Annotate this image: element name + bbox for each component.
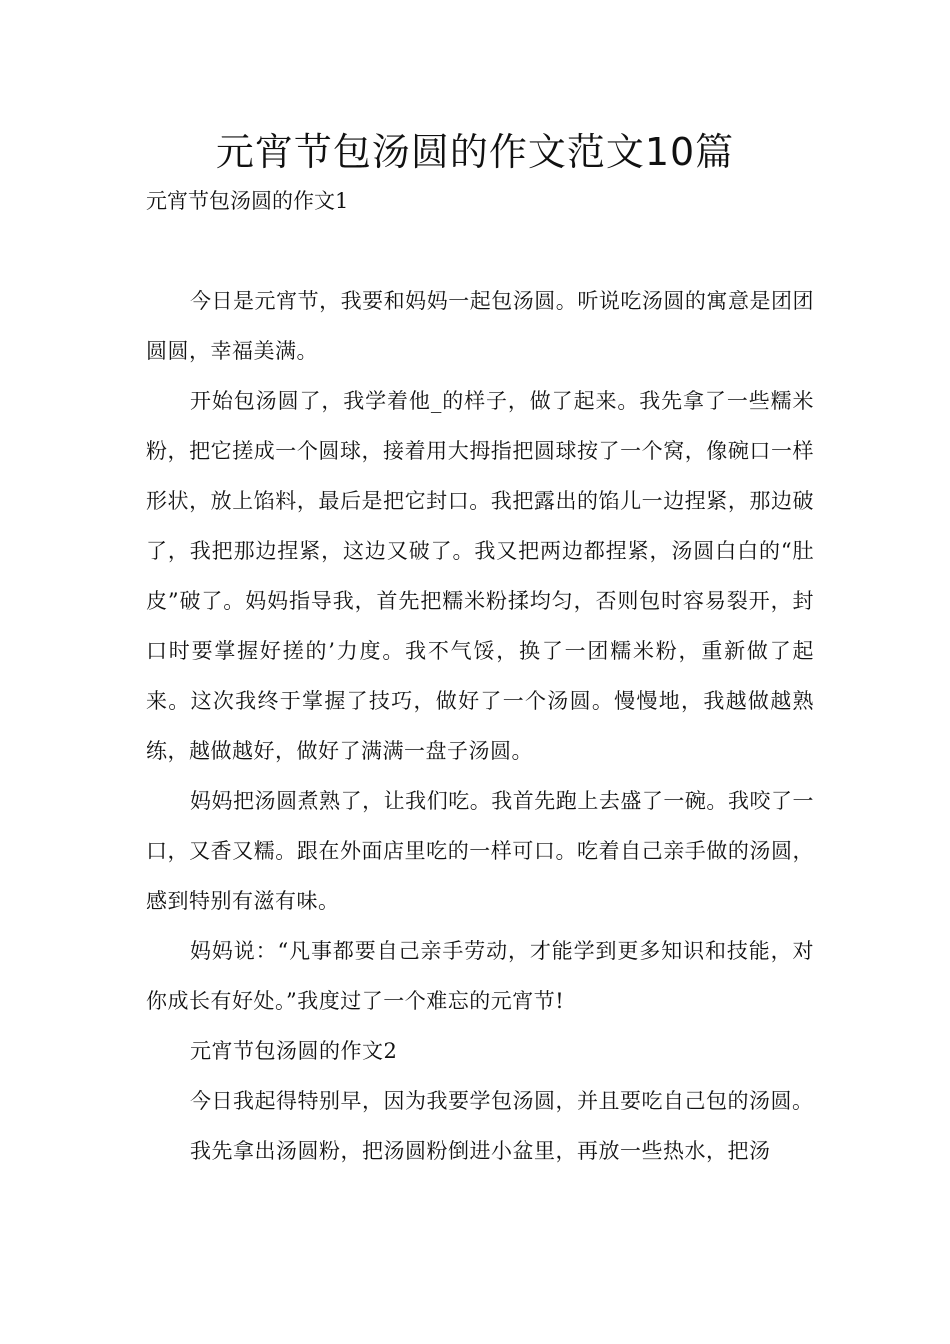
document-body [146, 276, 814, 1176]
paragraph: 妈妈说：“凡事都要自己亲手劳动，才能学到更多知识和技能，对你成长有好处。”我度过了一个难忘的元宵节! [146, 939, 814, 1013]
paragraph: 今日我起得特别早，因为我要学包汤圆，并且要吃自己包的汤圆。 [190, 1089, 814, 1113]
paragraph: 今日是元宵节，我要和妈妈一起包汤圆。听说吃汤圆的寓意是团团圆圆，幸福美满。 [146, 289, 814, 363]
document-title: 元宵节包汤圆的作文范文10篇 [215, 130, 735, 174]
paragraph: 妈妈把汤圆煮熟了，让我们吃。我首先跑上去盛了一碗。我咬了一口，又香又糯。跟在外面店里吃的一样可口。吃着自己亲手做的汤圆，感到特别有滋有味。 [146, 789, 814, 913]
section-heading: 元宵节包汤圆的作文2 [190, 1039, 398, 1063]
essay-subtitle: 元宵节包汤圆的作文1 [146, 189, 349, 213]
paragraph: 开始包汤圆了，我学着他_的样子，做了起来。我先拿了一些糯米粉，把它搓成一个圆球，接着用大拇指把圆球按了一个窝，像碗口一样形状，放上馅料，最后是把它封口。我把露出的馅儿一边捏紧，那边破了，我把那边捏紧，这边又破了。我又把两边都捏紧，汤圆白白的“肚皮”破了。妈妈指导我，首先把糯米粉揉均匀，否则包时容易裂开，封口时要掌握好搓的’力度。我不气馁，换了一团糯米粉，重新做了起来。这次我终于掌握了技巧，做好了一个汤圆。慢慢地，我越做越熟练，越做越好，做好了满满一盘子汤圆。 [146, 389, 814, 763]
paragraph: 我先拿出汤圆粉，把汤圆粉倒进小盆里，再放一些热水，把汤 [190, 1139, 771, 1163]
